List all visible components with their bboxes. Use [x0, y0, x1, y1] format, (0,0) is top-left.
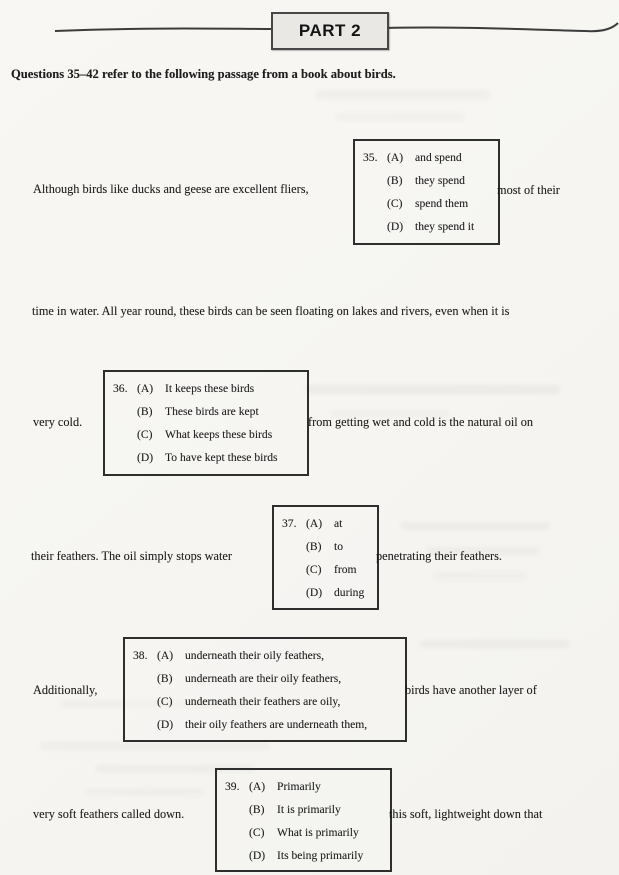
passage-text-before-36: very cold.: [33, 415, 83, 429]
part-2-header-box: [271, 12, 389, 50]
option-row: [133, 713, 401, 736]
option-row: [113, 400, 303, 423]
option-text: It keeps these birds: [165, 382, 255, 395]
option-text: at: [334, 517, 343, 530]
option-text: spend them: [415, 197, 469, 210]
option-text: they spend: [415, 174, 465, 187]
passage-text-after-38: birds have another layer of: [405, 683, 537, 697]
option-row: [363, 169, 494, 192]
option-letter: (D): [306, 586, 323, 599]
option-row: [133, 690, 401, 713]
question-38-box: [123, 637, 407, 742]
option-row: [225, 844, 386, 867]
option-text: What keeps these birds: [165, 428, 273, 441]
option-letter: (A): [249, 780, 266, 793]
option-text: during: [334, 586, 365, 599]
option-letter: (B): [137, 405, 153, 418]
option-text: to: [334, 540, 344, 553]
question-number: 37.: [282, 517, 297, 530]
question-35-box: [353, 139, 500, 245]
option-letter: (C): [249, 826, 265, 839]
option-text: Primarily: [277, 780, 321, 793]
option-row: [282, 558, 373, 581]
option-text: Its being primarily: [277, 849, 364, 862]
option-text: To have kept these birds: [165, 451, 278, 464]
option-row: [133, 667, 401, 690]
option-letter: (B): [306, 540, 322, 553]
passage-line-2: time in water. All year round, these birds can be seen floating on lakes and rivers, even when it is: [32, 304, 510, 318]
option-letter: (D): [249, 849, 266, 862]
passage-text-after-35: most of their: [497, 183, 560, 197]
instructions-line: Questions 35–42 refer to the following passage from a book about birds.: [11, 67, 396, 81]
option-text: underneath their oily feathers,: [185, 649, 325, 662]
option-letter: (B): [387, 174, 403, 187]
bleed-through-artifact: [335, 113, 465, 121]
option-letter: (C): [157, 695, 173, 708]
bleed-through-artifact: [85, 788, 205, 796]
option-row: [282, 535, 373, 558]
option-letter: (B): [157, 672, 173, 685]
option-row: [113, 377, 303, 400]
question-number: 38.: [133, 649, 148, 662]
option-row: [363, 215, 494, 238]
option-row: [225, 821, 386, 844]
option-letter: (D): [137, 451, 154, 464]
bleed-through-artifact: [400, 522, 550, 530]
option-row: [133, 644, 401, 667]
option-row: [363, 192, 494, 215]
option-text: What is primarily: [277, 826, 359, 839]
passage-text-before-37: their feathers. The oil simply stops water: [31, 549, 232, 563]
option-letter: (D): [157, 718, 174, 731]
option-text: they spend it: [415, 220, 475, 233]
option-text: It is primarily: [277, 803, 341, 816]
option-text: These birds are kept: [165, 405, 259, 418]
passage-text-before-39: very soft feathers called down.: [33, 807, 185, 821]
option-row: [282, 512, 373, 535]
question-number: 35.: [363, 151, 378, 164]
option-row: [282, 581, 373, 604]
option-letter: (A): [137, 382, 154, 395]
option-text: their oily feathers are underneath them,: [185, 718, 368, 731]
option-letter: (A): [306, 517, 323, 530]
option-letter: (C): [387, 197, 403, 210]
bleed-through-artifact: [40, 742, 270, 750]
bleed-through-artifact: [305, 385, 560, 394]
option-letter: (A): [157, 649, 174, 662]
option-letter: (A): [387, 151, 404, 164]
option-text: and spend: [415, 151, 462, 164]
option-row: [113, 446, 303, 469]
option-letter: (C): [137, 428, 153, 441]
question-37-box: [272, 505, 379, 610]
option-row: [363, 146, 494, 169]
passage-text-before-38: Additionally,: [33, 683, 98, 697]
bleed-through-artifact: [315, 90, 490, 99]
option-row: [113, 423, 303, 446]
option-letter: (C): [306, 563, 322, 576]
option-letter: (B): [249, 803, 265, 816]
option-text: underneath are their oily feathers,: [185, 672, 342, 685]
question-number: 36.: [113, 382, 128, 395]
passage-text-after-37: penetrating their feathers.: [376, 549, 502, 563]
question-number: 39.: [225, 780, 240, 793]
bleed-through-artifact: [420, 640, 570, 648]
option-row: [225, 775, 386, 798]
passage-text-before-35: Although birds like ducks and geese are excellent fliers,: [33, 182, 309, 196]
part-2-label: PART 2: [298, 21, 362, 40]
option-letter: (D): [387, 220, 404, 233]
option-row: [225, 798, 386, 821]
question-36-box: [103, 370, 309, 476]
bleed-through-artifact: [432, 572, 527, 580]
passage-text-after-36: from getting wet and cold is the natural oil on: [308, 415, 534, 429]
option-text: underneath their feathers are oily,: [185, 695, 341, 708]
question-39-box: [215, 768, 392, 872]
passage-text-after-39: this soft, lightweight down that: [389, 807, 543, 821]
option-text: from: [334, 563, 357, 576]
